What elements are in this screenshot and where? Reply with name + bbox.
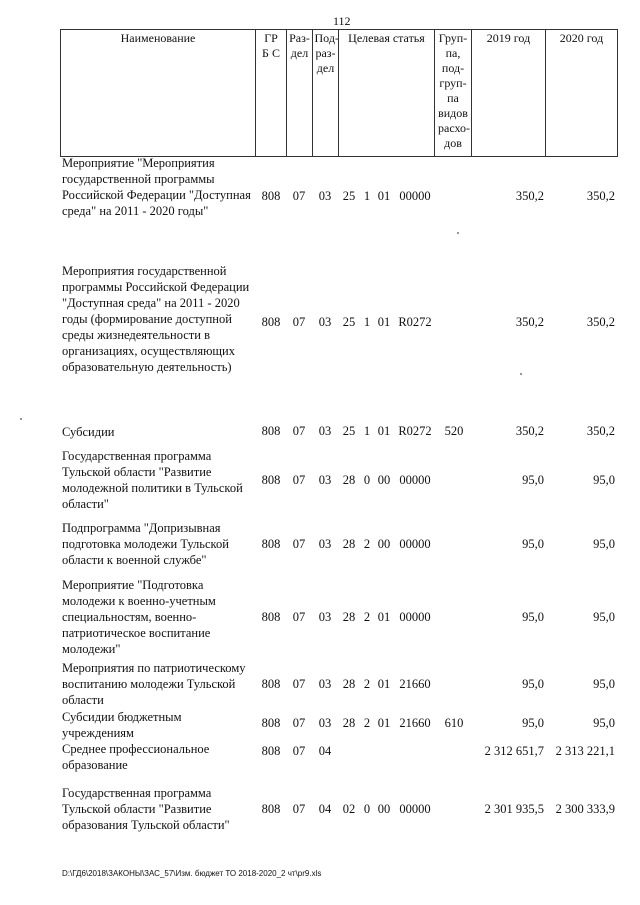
file-path-footer: D:\ГД6\2018\ЗАКОНЫ\ЗАС_57\Изм. бюджет ТО 2018-2020_2 чт\pr9.xls <box>62 869 322 878</box>
header-name-text: Наименование <box>120 31 196 45</box>
cell-t2: 2 <box>363 537 371 551</box>
cell-grbs: 808 <box>261 537 281 551</box>
cell-podrazdel: 03 <box>318 677 332 691</box>
cell-t2: 1 <box>363 189 371 203</box>
cell-grbs: 808 <box>261 315 281 329</box>
cell-podrazdel: 03 <box>318 473 332 487</box>
cell-t3: 00 <box>377 802 391 816</box>
cell-t4: 21660 <box>399 677 431 691</box>
cell-y2019: 350,2 <box>515 189 544 203</box>
table-row <box>0 741 640 771</box>
cell-t2: 1 <box>363 315 371 329</box>
cell-razdel: 07 <box>292 473 306 487</box>
cell-y2019: 95,0 <box>522 677 544 691</box>
row-name: Субсидии бюджетным учреждениям <box>62 710 182 740</box>
cell-y2020: 2 313 221,1 <box>555 744 615 758</box>
header-podrazdel <box>312 29 339 157</box>
cell-y2019: 95,0 <box>522 610 544 624</box>
cell-grbs: 808 <box>261 744 281 758</box>
cell-y2020: 95,0 <box>593 473 615 487</box>
cell-t2: 2 <box>363 716 371 730</box>
cell-t3: 00 <box>377 473 391 487</box>
cell-t1: 28 <box>342 610 356 624</box>
cell-y2020: 95,0 <box>593 610 615 624</box>
header-grbs-text: ГРБ С <box>262 31 280 60</box>
row-name: Мероприятия по патриотическому воспитанию молодежи Тульской области <box>62 661 246 707</box>
table-row <box>0 709 640 739</box>
cell-t4: 00000 <box>399 473 431 487</box>
header-2019-text: 2019 год <box>486 31 531 45</box>
cell-razdel: 07 <box>292 424 306 438</box>
header-2019 <box>471 29 546 157</box>
cell-razdel: 07 <box>292 744 306 758</box>
cell-razdel: 07 <box>292 677 306 691</box>
cell-t1: 25 <box>342 315 356 329</box>
cell-razdel: 07 <box>292 716 306 730</box>
cell-y2019: 95,0 <box>522 473 544 487</box>
cell-t3: 00 <box>377 537 391 551</box>
row-name: Субсидии <box>62 425 115 439</box>
cell-t1: 28 <box>342 677 356 691</box>
table-row <box>0 660 640 706</box>
header-grbs <box>255 29 287 157</box>
cell-podrazdel: 03 <box>318 424 332 438</box>
cell-y2019: 350,2 <box>515 315 544 329</box>
cell-t2: 0 <box>363 802 371 816</box>
table-row <box>0 424 640 444</box>
cell-grbs: 808 <box>261 473 281 487</box>
header-razdel-text: Раз- дел <box>289 31 310 60</box>
row-name: Мероприятие "Подготовка молодежи к военно-учетным специальностям, военно-патриотическое воспитание молодежи" <box>62 578 216 656</box>
table-row <box>0 785 640 831</box>
row-name: Мероприятие "Мероприятия государственной программы Российской Федерации "Доступная среда" на 2011 - 2020 годы" <box>62 156 251 218</box>
cell-t3: 01 <box>377 189 391 203</box>
table-row <box>0 448 640 514</box>
cell-t1: 25 <box>342 424 356 438</box>
scan-speck <box>457 232 459 234</box>
table-row <box>0 263 640 393</box>
cell-y2019: 2 301 935,5 <box>484 802 544 816</box>
row-name: Среднее профессиональное образование <box>62 742 210 772</box>
page-number: 112 <box>333 14 351 28</box>
cell-y2019: 350,2 <box>515 424 544 438</box>
cell-y2020: 350,2 <box>586 189 615 203</box>
cell-razdel: 07 <box>292 802 306 816</box>
cell-y2020: 95,0 <box>593 716 615 730</box>
header-2020-text: 2020 год <box>559 31 604 45</box>
cell-t2: 2 <box>363 677 371 691</box>
cell-y2020: 2 300 333,9 <box>555 802 615 816</box>
cell-t3: 01 <box>377 315 391 329</box>
cell-razdel: 07 <box>292 189 306 203</box>
cell-t3: 01 <box>377 677 391 691</box>
cell-t4: 00000 <box>399 537 431 551</box>
cell-grbs: 808 <box>261 677 281 691</box>
cell-podrazdel: 03 <box>318 315 332 329</box>
header-2020 <box>545 29 618 157</box>
cell-podrazdel: 03 <box>318 537 332 551</box>
cell-t4: R0272 <box>398 424 432 438</box>
cell-y2020: 350,2 <box>586 315 615 329</box>
table-row <box>0 155 640 245</box>
cell-t1: 02 <box>342 802 356 816</box>
cell-grbs: 808 <box>261 189 281 203</box>
cell-t4: R0272 <box>398 315 432 329</box>
cell-t4: 21660 <box>399 716 431 730</box>
cell-podrazdel: 04 <box>318 744 332 758</box>
header-razdel <box>286 29 313 157</box>
cell-t2: 1 <box>363 424 371 438</box>
cell-t3: 01 <box>377 424 391 438</box>
row-name: Подпрограмма "Допризывная подготовка молодежи Тульской области к военной службе" <box>62 521 229 567</box>
cell-t1: 25 <box>342 189 356 203</box>
row-name: Государственная программа Тульской области "Развитие образования Тульской области" <box>62 786 230 832</box>
cell-y2019: 95,0 <box>522 716 544 730</box>
cell-t4: 00000 <box>399 610 431 624</box>
header-target-text: Целевая статья <box>348 31 425 45</box>
header-group <box>434 29 472 157</box>
cell-razdel: 07 <box>292 610 306 624</box>
cell-group: 520 <box>444 424 464 438</box>
cell-razdel: 07 <box>292 537 306 551</box>
table-row <box>0 577 640 659</box>
cell-t4: 00000 <box>399 802 431 816</box>
cell-podrazdel: 03 <box>318 189 332 203</box>
cell-y2019: 2 312 651,7 <box>484 744 544 758</box>
cell-t2: 0 <box>363 473 371 487</box>
cell-podrazdel: 04 <box>318 802 332 816</box>
cell-y2020: 95,0 <box>593 677 615 691</box>
row-name: Мероприятия государственной программы Российской Федерации "Доступная среда" на 2011 - 2020 годы (формирование доступной среды жизнедеятельности в организациях, осуществляющих образовательную деятельность) <box>62 264 250 374</box>
table-row <box>0 520 640 570</box>
cell-group: 610 <box>444 716 464 730</box>
cell-podrazdel: 03 <box>318 716 332 730</box>
cell-t1: 28 <box>342 537 356 551</box>
cell-t3: 01 <box>377 716 391 730</box>
row-name: Государственная программа Тульской области "Развитие молодежной политики в Тульской области" <box>62 449 243 511</box>
cell-t1: 28 <box>342 473 356 487</box>
header-name <box>60 29 256 157</box>
scan-speck <box>20 418 22 420</box>
cell-t3: 01 <box>377 610 391 624</box>
cell-grbs: 808 <box>261 716 281 730</box>
cell-podrazdel: 03 <box>318 610 332 624</box>
cell-grbs: 808 <box>261 802 281 816</box>
header-podrazdel-text: Под- раз- дел <box>314 31 339 75</box>
cell-t4: 00000 <box>399 189 431 203</box>
cell-y2020: 95,0 <box>593 537 615 551</box>
cell-y2020: 350,2 <box>586 424 615 438</box>
cell-y2019: 95,0 <box>522 537 544 551</box>
cell-t2: 2 <box>363 610 371 624</box>
cell-grbs: 808 <box>261 424 281 438</box>
header-group-text: Груп- па, под- груп- па видов расхо- дов <box>438 31 471 150</box>
scan-speck <box>520 373 522 375</box>
cell-razdel: 07 <box>292 315 306 329</box>
cell-t1: 28 <box>342 716 356 730</box>
header-target <box>338 29 435 157</box>
cell-grbs: 808 <box>261 610 281 624</box>
